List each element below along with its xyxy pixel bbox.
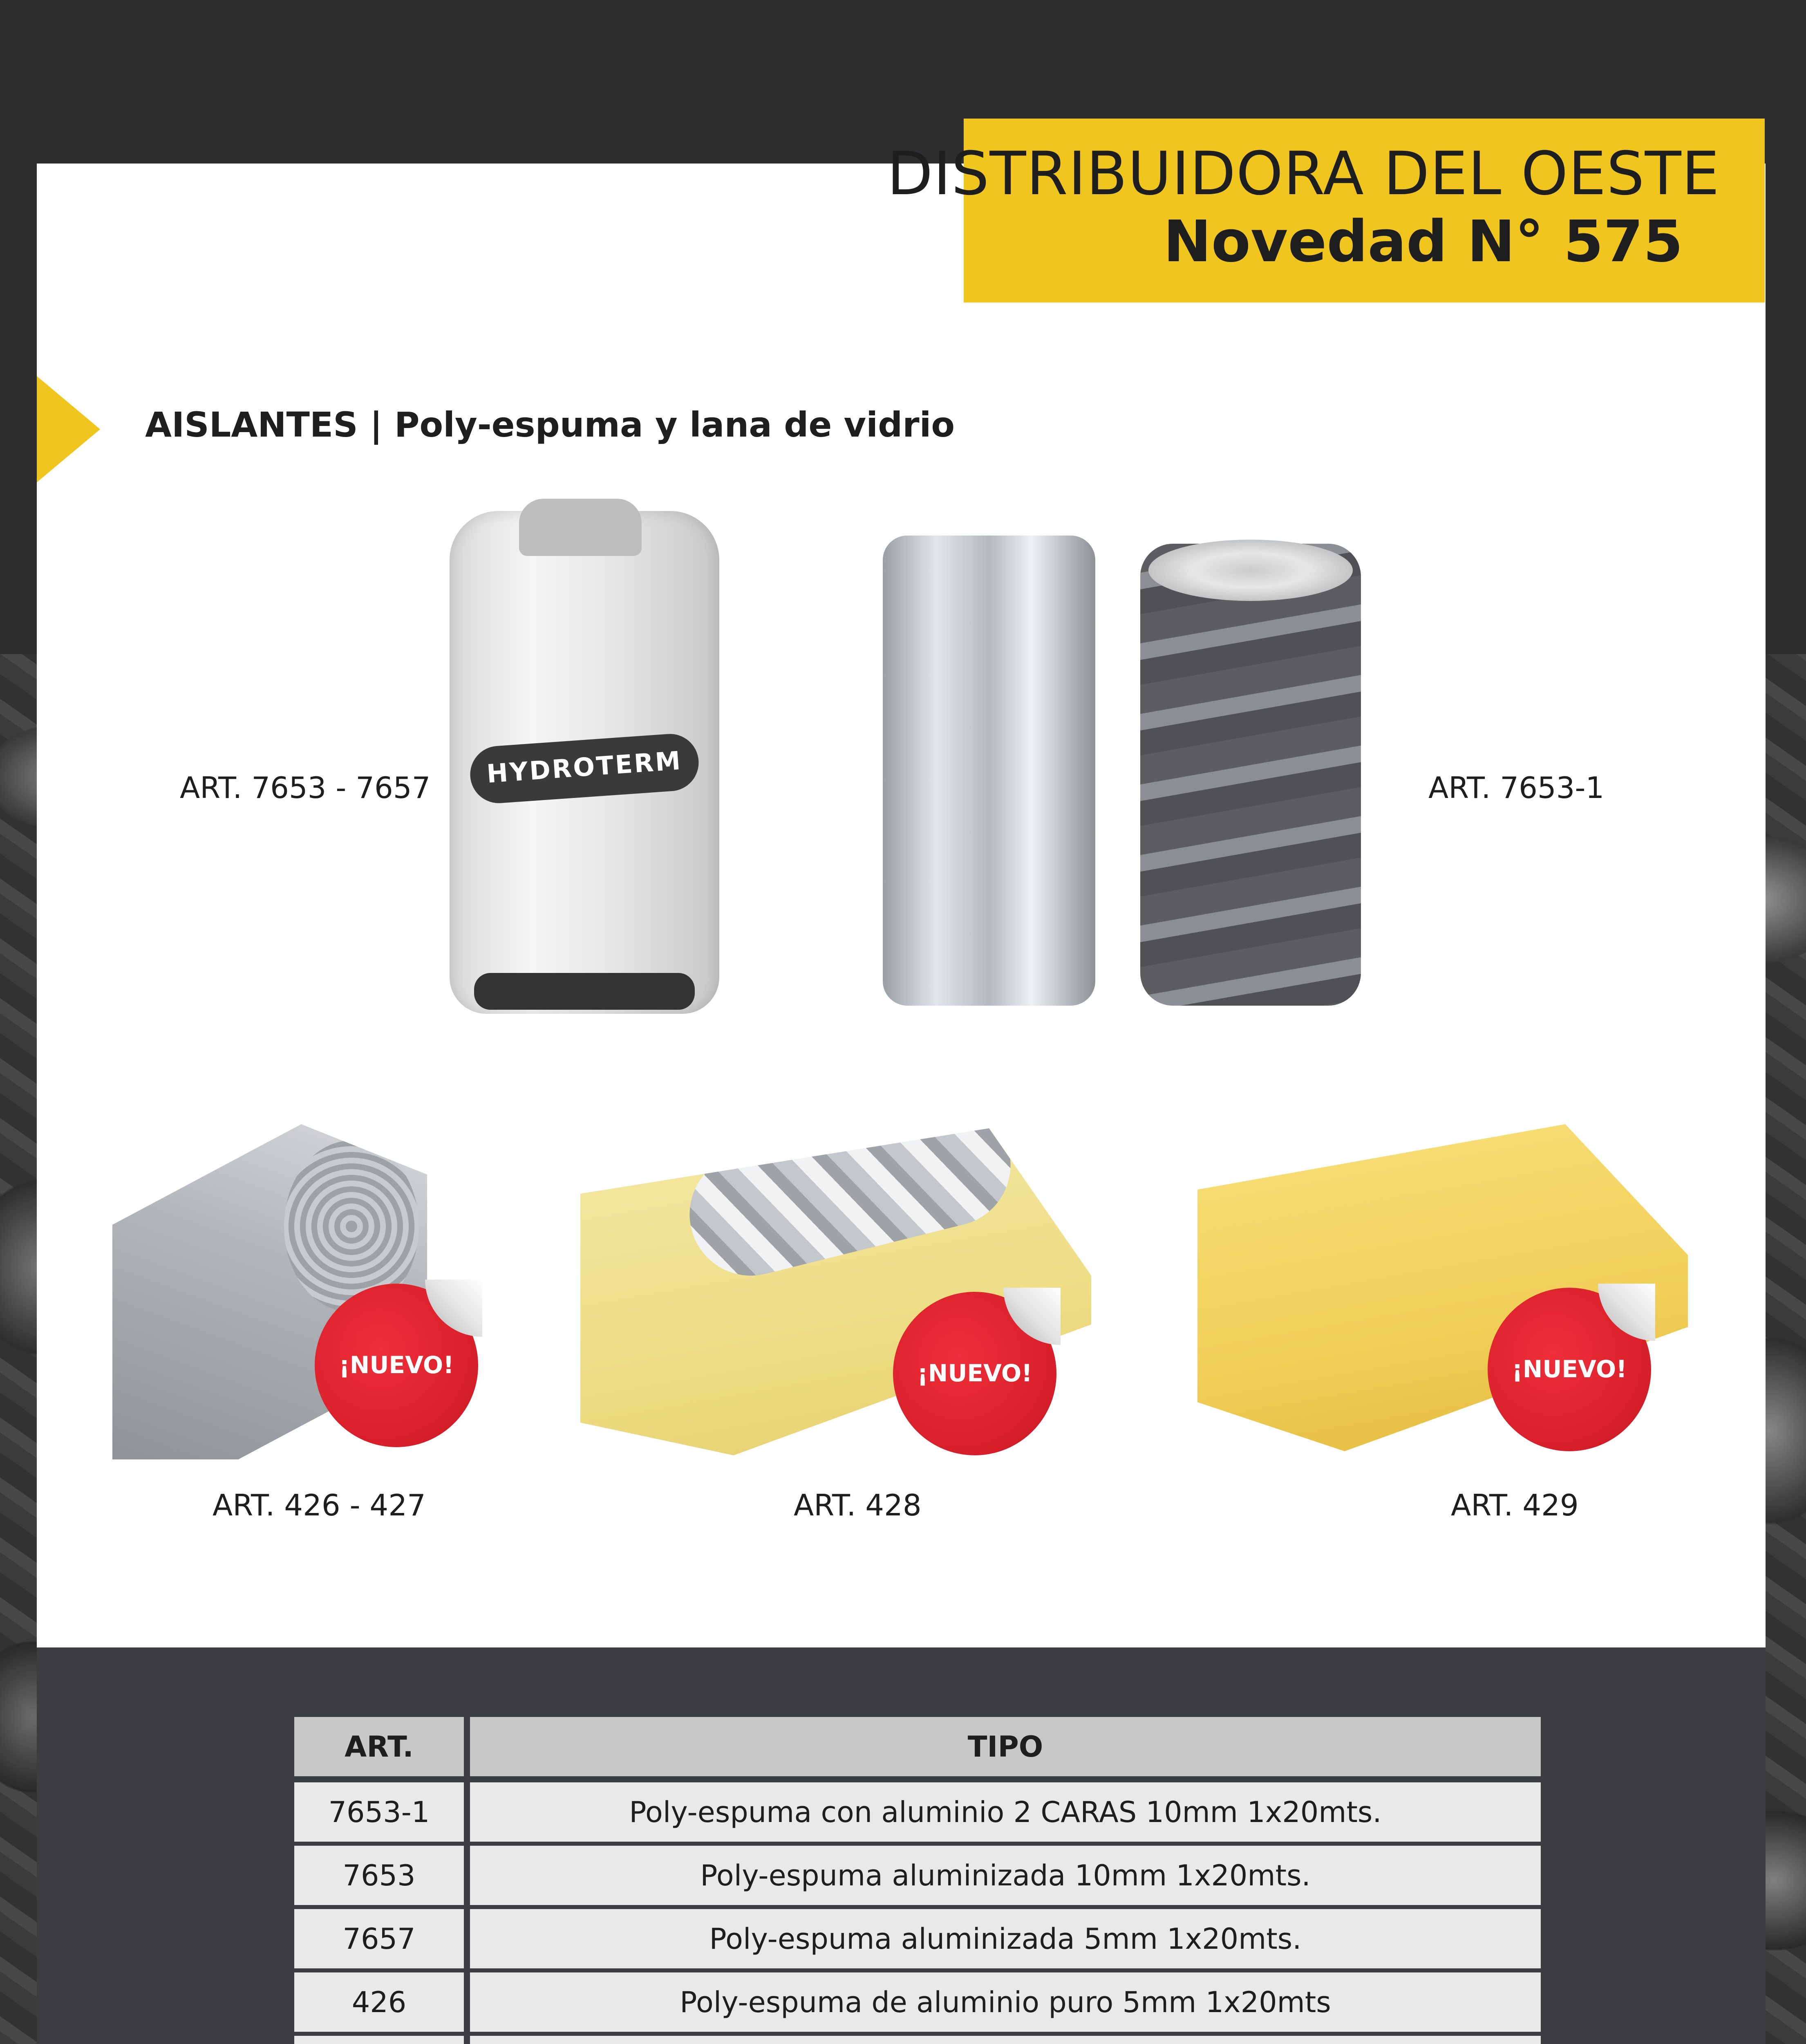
bag-logo	[468, 732, 700, 805]
roll-top	[1148, 540, 1353, 601]
table-row	[294, 1972, 1541, 2032]
product-image-poly-bag	[450, 511, 719, 1014]
table-header-row	[294, 1717, 1541, 1776]
header-art: ART.	[294, 1717, 464, 1776]
badge-peel	[1003, 1288, 1061, 1345]
product-label: ART. 426 - 427	[213, 1488, 426, 1522]
bag-bottom	[474, 973, 695, 1010]
product-label: ART. 7653 - 7657	[180, 771, 431, 805]
section-title: AISLANTES | Poly-espuma y lana de vidrio	[145, 405, 955, 445]
cell-art: 426	[294, 1972, 464, 2032]
cell-tipo: Poly-espuma aluminizada 5mm 1x20mts.	[470, 1909, 1541, 1968]
cell-art: 7653-1	[294, 1782, 464, 1842]
new-badge	[893, 1292, 1056, 1455]
badge-peel	[1598, 1284, 1655, 1341]
badge-text: ¡NUEVO!	[917, 1359, 1032, 1387]
product-label: ART. 428	[794, 1488, 922, 1522]
section-arrow	[37, 376, 100, 482]
table-row	[294, 1909, 1541, 1968]
badge-peel	[425, 1280, 482, 1337]
table-row	[294, 1846, 1541, 1905]
product-label: ART. 429	[1451, 1488, 1579, 1522]
table-row	[294, 1782, 1541, 1842]
cell-art: 7653	[294, 1846, 464, 1905]
cell-art	[294, 2036, 464, 2044]
product-label: ART. 7653-1	[1428, 771, 1605, 805]
table-row	[294, 2036, 1541, 2044]
title-box	[887, 119, 1765, 303]
bag-logo-text: HYDROTERM	[486, 745, 683, 789]
badge-text: ¡NUEVO!	[1512, 1355, 1627, 1383]
new-badge	[315, 1284, 478, 1447]
bag-top	[519, 499, 642, 556]
new-badge	[1488, 1288, 1651, 1451]
company-title: DISTRIBUIDORA DEL OESTE	[887, 139, 1720, 208]
product-image-dark-roll	[1140, 544, 1361, 1006]
cell-tipo: Poly-espuma de aluminio puro 5mm 1x20mts	[470, 1972, 1541, 2032]
badge-text: ¡NUEVO!	[339, 1351, 454, 1379]
cell-tipo: Poly-espuma aluminizada 10mm 1x20mts.	[470, 1846, 1541, 1905]
cell-tipo: Poly-espuma con aluminio 2 CARAS 10mm 1x20mts.	[470, 1782, 1541, 1842]
cell-tipo	[470, 2036, 1541, 2044]
issue-title: Novedad N° 575	[1163, 208, 1683, 275]
product-image-silver-roll	[883, 536, 1095, 1006]
cell-art: 7657	[294, 1909, 464, 1968]
header-tipo: TIPO	[470, 1717, 1541, 1776]
